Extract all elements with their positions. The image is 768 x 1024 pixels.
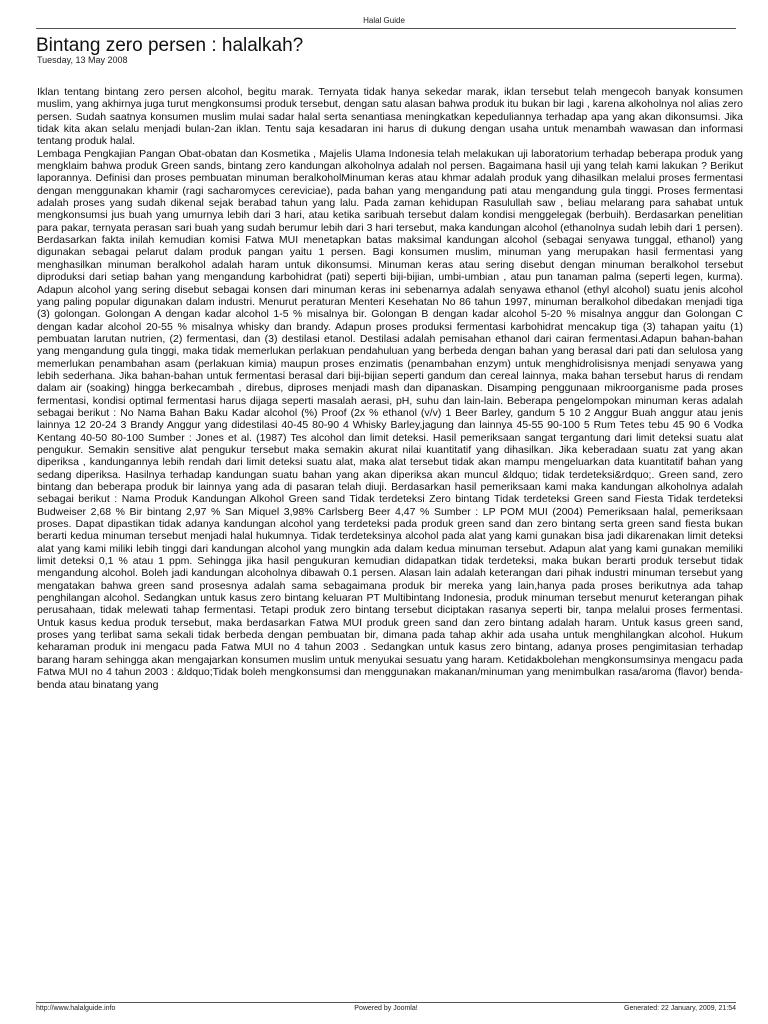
article-body [37, 86, 743, 691]
footer-generated-date: Generated: 22 January, 2009, 21:54 [624, 1005, 736, 1012]
article-title: Bintang zero persen : halalkah? [36, 35, 304, 56]
article-date: Tuesday, 13 May 2008 [37, 55, 128, 65]
site-header: Halal Guide [363, 16, 405, 25]
footer-divider [36, 1002, 736, 1003]
footer-url-link[interactable]: http://www.halalguide.info [36, 1005, 116, 1012]
article-paragraph: Lembaga Pengkajian Pangan Obat-obatan dan Kosmetika , Majelis Ulama Indonesia telah melakukan uji laboratorium terhadap beberapa produk yang mengklaim bahwa produk Green sands, bintang zero kandungan alkoholnya adalah nol persen. Bagaimana hasil uji yang telah kami lakukan ? Berikut laporannya. Definisi dan proses pembuatan minuman beralkoholMinuman keras atau khmar adalah produk yang dihasilkan melalui proses fermentasi dengan menggunakan khamir (ragi sacharomyces cereviciae), pada bahan yang mengandung pati atau mengandung gula tinggi. Proses fermentasi adalah proses yang sudah dikenal sejak berabad tahun yang lalu. Pada zaman kehidupan Rasulullah saw , beliau melarang para sahabat untuk mengkonsumsi jus buah yang umurnya lebih dari 3 hari, atau ketika saribuah tersebut dalam kondisi menggelegak (berbuih). Berdasarkan penelitian para pakar, ternyata perasan sari buah yang sudah berumur lebih dari 3 hari tersebut, maka kandungan alcohol (ethanolnya sudah lebih dari 1 persen). Berdasarkan fakta inilah kemudian komisi Fatwa MUI menetapkan batas maksimal kandungan alcohol (sebagai senyawa tunggal, ethanol) yang digunakan sebagai pelarut dalam produk pangan yaitu 1 persen. Bagi konsumen muslim, minuman yang merupakan hasil fermentasi yang menghasilkan minuman beralkohol adalah haram untuk dikonsumsi. Minuman keras atau sering disebut dengan minuman beralkohol tersebut diproduksi dari setiap bahan yang mengandung karbohidrat (pati) seperti biji-bijian, umbi-umbian , atau pun tanaman palma (seperti legen, kurma). Adapun alcohol yang sering disebut sebagai konsen dari minuman keras ini sebenarnya adalah senyawa ethanol (ethyl alcohol) suatu jenis alcohol yang paling popular digunakan dalam industri. Menurut peraturan Menteri Kesehatan No 86 tahun 1997, minuman beralkohol dibedakan menjadi tiga (3) golongan. Golongan A dengan kadar alcohol 1-5 % misalnya bir. Golongan B dengan kadar alcohol 5-20 % misalnya anggur dan Golongan C dengan kadar alcohol 20-55 % misalnya whisky dan brandy. Adapun proses produksi fermentasi karbohidrat mencakup tiga (3) tahapan yaitu (1) pembuatan larutan nutrien, (2) fermentasi, dan (3) destilasi etanol. Destilasi adalah pemisahan ethanol dari cairan fermentasi.Adapun bahan-bahan yang mengandung gula tinggi, maka tidak memerlukan perlakuan pendahuluan yang berbeda dengan bahan yang berasal dari pati dan selulosa yang memerlukan penambahan asam (perlakuan kimia) maupun proses enzimatis (penambahan enzym) untuk menghidrolisisnya menjadi senyawa yang lebih sederhana. Jika bahan-bahan untuk fermentasi berasal dari biji-bijian seperti gandum dan cereal lainnya, maka bahan tersebut harus di rendam dalam air (soaking) hingga berkecambah , direbus, diproses menjadi mash dan dipanaskan. Disamping penggunaan mikroorganisme pada proses fermentasi, kondisi optimal fermentasi harus dijaga seperti masalah aerasi, pH, suhu dan lain-lain. Beberapa pengelompokan minuman keras adalah sebagai berikut : No Nama Bahan Baku Kadar alcohol (%) Proof (2x % ethanol (v/v) 1 Beer Barley, gandum 5 10 2 Anggur Buah anggur atau jenis lainnya 12 20-24 3 Brandy Anggur yang didestilasi 40-45 80-90 4 Whisky Barley,jagung dan lainnya 45-55 90-100 5 Rum Tetes tebu 45 90 6 Vodka Kentang 40-50 80-100 Sumber : Jones et al. (1987) Tes alcohol dan limit deteksi. Hasil pemeriksaan sangat tergantung dari limit deteksi suatu alat pengukur. Semakin sensitive alat pengukur tersebut maka semakin akurat nilai kuantitatif yang dihasilkan. Jika keberadaan suatu zat yang akan diperiksa , kandungannya lebih rendah dari limit deteksi suatu alat, maka alat tersebut tidak akan mampu mengeluarkan data kuantitatif bahan yang sedang diperiksa. Hasilnya terhadap kandungan suatu bahan yang akan diperiksa akan muncul &ldquo; tidak terdeteksi&rdquo;. Green sand, zero bintang dan beberapa produk bir lainnya yang ada di pasaran telah diuji. Berdasarkan hasil pemeriksaan kami maka kandungan alkoholnya adalah sebagai berikut : Nama Produk Kandungan Alkohol Green sand Tidak terdeteksi Zero bintang Tidak terdeteksi Green sand Fiesta Tidak terdeteksi Budweiser 2,68 % Bir bintang 2,97 % San Miquel 3,98% Carlsberg Beer 4,47 % Sumber : LP POM MUI (2004) Pemeriksaan halal, pemeriksaan proses. Dapat dipastikan tidak adanya kandungan alcohol yang terdeteksi pada produk green sand dan zero bintang serta green sand fiesta bukan berarti kedua minuman tersebut menjadi halal hukumnya. Tidak terdeteksinya alcohol pada alat yang kami gunakan bisa jadi dikarenakan limit deteksi alat yang kami miliki lebih tinggi dari kandungan alcohol yang mungkin ada dalam kedua minuman tersebut. Adapun alat yang kami gunakan memiliki limit deteksi 0,1 % atau 1 ppm. Sehingga jika hasil pengukuran kemudian didapatkan tidak terdeteksi, maka bukan berarti produk tersebut tidak mengandung alcohol. Boleh jadi kandungan alcoholnya dibawah 0.1 persen. Alasan lain adalah keterangan dari pihak industri minuman tersebut yang mengatakan bahwa green sand prosesnya adalah sama sebagaimana produk bir mereka yang lain,hanya pada proses berikutnya ada tahap penghilangan alcohol. Sedangkan untuk kasus zero bintang keluaran PT Multibintang Indonesia, produk minuman tersebut menurut keterangan pihak perusahaan, tidak melewati tahap fermentasi. Tetapi produk zero bintang tersebut diciptakan rasanya seperti bir, tanpa melalui proses fermentasi. Untuk kasus kedua produk tersebut, maka berdasarkan Fatwa MUI produk green sand dan zero bintang adalah haram. Untuk kasus green sand, proses yang terlibat sama sekali tidak berbeda dengan pembuatan bir, dimana pada tahap akhir ada usaha untuk menghilangkan alcohol. Hukum keharaman produk ini mengacu pada Fatwa MUI no 4 tahun 2003 . Sedangkan untuk kasus zero bintang, adanya proses pengimitasian terhadap barang haram sehingga akan mengajarkan konsumen muslim untuk menyukai sesuatu yang haram. Ketidakbolehan mengkonsumsinya mengacu pada Fatwa MUI no 4 tahun 2003 : &ldquo;Tidak boleh mengkonsumsi dan menggunakan makanan/minuman yang menimbulkan rasa/aroma (flavor) benda-benda atau binatang yang [37, 147, 743, 691]
footer-powered-by: Powered by Joomla! [354, 1005, 418, 1012]
header-divider [36, 28, 736, 29]
article-paragraph: Iklan tentang bintang zero persen alcohol, begitu marak. Ternyata tidak hanya sekedar marak, iklan tersebut telah mengecoh banyak konsumen muslim, yang akhirnya juga turut mengkonsumsi produk tersebut, dengan satu alasan bahwa produk itu bukan bir lagi , karena alkoholnya nol alias zero persen. Sudah saatnya konsumen muslim mulai sadar halal serta senantiasa meningkatkan kepeduliannya terhadap apa yang akan dikonsumsi. Jika tidak kita akan selalu menjadi bulan-2an iklan. Tentu saja kesadaran ini harus di dukung dengan usaha untuk menambah wawasan dan informasi tentang produk halal. [37, 86, 743, 148]
